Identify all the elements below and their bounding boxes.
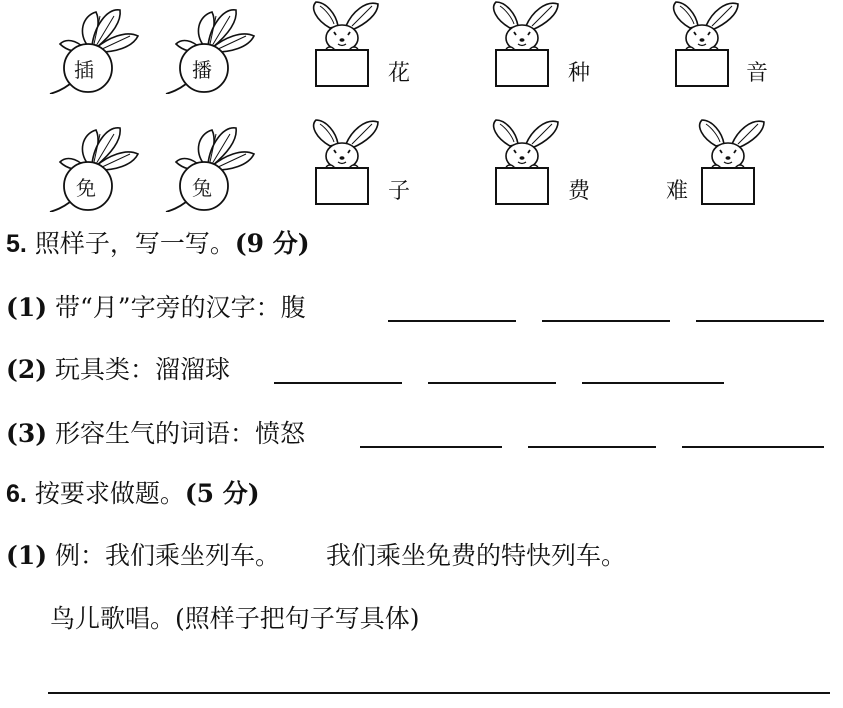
radish-char: 播 <box>192 58 212 82</box>
bunny-icon <box>486 0 566 88</box>
bunny-icon <box>486 116 566 206</box>
bunny-3 <box>666 0 746 88</box>
bunny-icon <box>306 0 386 88</box>
answer-blank[interactable] <box>696 320 824 322</box>
bunny-char: 子 <box>388 179 411 204</box>
q6-task: 鸟儿歌唱。(照样子把句子写具体) <box>50 604 420 633</box>
bunny-char: 难 <box>666 179 689 204</box>
bunny-2 <box>486 0 566 88</box>
item-text: 带“月”字旁的汉字：腹 <box>55 293 306 322</box>
answer-line[interactable] <box>48 692 830 694</box>
item-label: (2) <box>6 355 48 384</box>
question-title: 照样子，写一写。 <box>34 229 235 258</box>
radish-char: 插 <box>74 58 94 82</box>
radish-3 <box>48 122 143 212</box>
bunny-char: 音 <box>746 61 769 86</box>
radish-char: 免 <box>76 176 96 200</box>
q6-item-1 <box>6 540 626 572</box>
bunny-5 <box>486 116 566 206</box>
q5-item-3 <box>6 418 305 450</box>
answer-blank[interactable] <box>360 446 502 448</box>
answer-blank[interactable] <box>428 382 556 384</box>
item-label: (1) <box>6 293 48 322</box>
item-label: (3) <box>6 419 48 448</box>
q6-heading: 6. 按要求做题。(5 分) <box>6 479 260 508</box>
radish-1 <box>48 4 143 94</box>
item-label: (1) <box>6 541 48 570</box>
bunny-char: 种 <box>568 61 591 86</box>
answer-blank[interactable] <box>582 382 724 384</box>
bunny-icon <box>306 116 386 206</box>
question-title: 按要求做题。 <box>34 479 185 508</box>
bunny-icon <box>666 0 746 88</box>
answer-blank[interactable] <box>388 320 516 322</box>
bunny-char: 费 <box>568 179 591 204</box>
q5-heading: 5. 照样子，写一写。(9 分) <box>6 229 310 258</box>
answer-blank[interactable] <box>528 446 656 448</box>
q5-item-2 <box>6 354 230 386</box>
bunny-icon <box>692 116 772 206</box>
radish-char: 兔 <box>192 176 212 200</box>
bunny-1 <box>306 0 386 88</box>
question-number: 5 <box>6 230 20 258</box>
answer-blank[interactable] <box>542 320 670 322</box>
radish-4 <box>164 122 259 212</box>
question-number: 6 <box>6 480 20 508</box>
answer-blank[interactable] <box>682 446 824 448</box>
example-answer: 我们乘坐免费的特快列车。 <box>325 541 626 570</box>
bunny-char: 花 <box>388 61 411 86</box>
radish-2 <box>164 4 259 94</box>
item-text: 玩具类：溜溜球 <box>55 355 231 384</box>
bunny-4 <box>306 116 386 206</box>
bunny-6 <box>692 116 772 206</box>
example-sentence: 例：我们乘坐列车。 <box>55 541 281 570</box>
q5-item-1 <box>6 292 306 324</box>
question-points: (5 分) <box>184 479 260 508</box>
question-points: (9 分) <box>234 229 310 258</box>
answer-blank[interactable] <box>274 382 402 384</box>
item-text: 形容生气的词语：愤怒 <box>55 419 306 448</box>
radish-icon <box>48 4 143 94</box>
